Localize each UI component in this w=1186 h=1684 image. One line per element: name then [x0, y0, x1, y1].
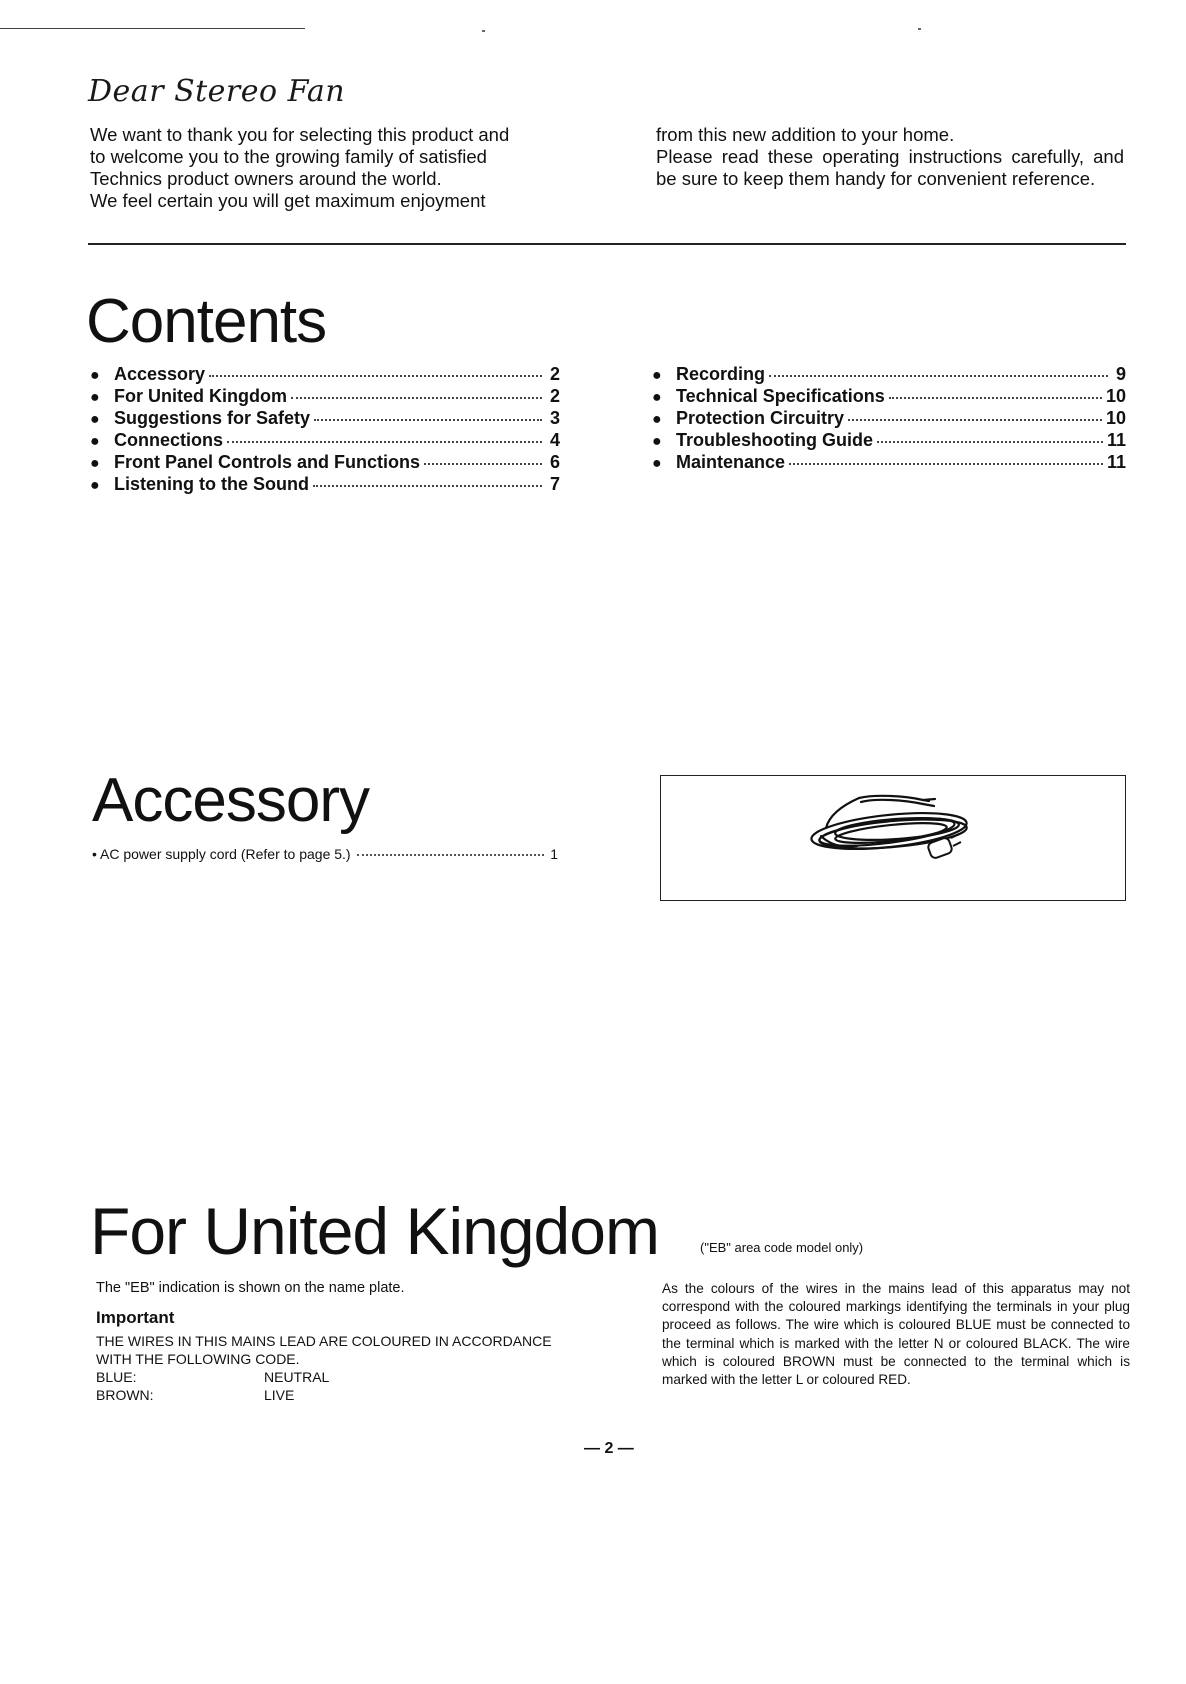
accessory-item-label: • AC power supply cord (Refer to page 5.) — [92, 846, 351, 862]
wire-code-intro: THE WIRES IN THIS MAINS LEAD ARE COLOURED IN ACCORDANCE WITH THE FOLLOWING CODE. — [96, 1333, 552, 1367]
bullet-icon: ● — [652, 411, 662, 428]
top-rule — [0, 28, 305, 29]
scan-speck — [482, 30, 485, 32]
toc-item[interactable]: ● Suggestions for Safety 3 — [90, 408, 560, 428]
wire-colour: BROWN: — [96, 1387, 154, 1403]
bullet-icon: ● — [90, 477, 100, 494]
important-label: Important — [96, 1308, 175, 1327]
contents-list-right — [652, 364, 1126, 474]
intro-line: Technics product owners around the world. — [90, 168, 442, 189]
accessory-heading: Accessory — [92, 766, 369, 835]
intro-line: from this new addition to your home. — [656, 124, 955, 145]
bullet-icon: ● — [90, 367, 100, 384]
contents-list-left — [90, 364, 560, 496]
intro-line: to welcome you to the growing family of satisfied — [90, 146, 487, 167]
bullet-icon: ● — [90, 411, 100, 428]
greeting-heading: Dear Stereo Fan — [88, 74, 346, 109]
intro-left-column — [90, 124, 560, 212]
wire-code-row — [96, 1386, 566, 1404]
wire-colour: BLUE: — [96, 1369, 137, 1385]
bullet-icon: ● — [652, 367, 662, 384]
toc-item[interactable]: ● Accessory 2 — [90, 364, 560, 384]
intro-right-column — [656, 124, 1124, 190]
uk-left-column — [96, 1280, 566, 1404]
toc-item[interactable]: ● Recording 9 — [652, 364, 1126, 384]
accessory-image-frame — [660, 775, 1126, 901]
toc-item[interactable]: ● For United Kingdom 2 — [90, 386, 560, 406]
scan-speck — [918, 28, 921, 30]
wire-code-row — [96, 1368, 566, 1386]
bullet-icon: ● — [90, 455, 100, 472]
power-cord-icon — [661, 776, 1127, 902]
toc-item[interactable]: ● Listening to the Sound 7 — [90, 474, 560, 494]
intro-paragraph: Please read these operating instructions carefully, and be sure to keep them handy for convenient reference. — [656, 146, 1124, 189]
toc-item[interactable]: ● Troubleshooting Guide 11 — [652, 430, 1126, 450]
bullet-icon: ● — [652, 433, 662, 450]
bullet-icon: ● — [90, 389, 100, 406]
wire-meaning: LIVE — [264, 1387, 295, 1403]
bullet-icon: ● — [652, 455, 662, 472]
accessory-item — [92, 846, 558, 862]
toc-item[interactable]: ● Protection Circuitry 10 — [652, 408, 1126, 428]
accessory-item-qty: 1 — [550, 846, 558, 862]
page-number: — 2 — — [584, 1440, 634, 1457]
uk-heading: For United Kingdom — [90, 1194, 659, 1268]
bullet-icon: ● — [90, 433, 100, 450]
toc-item[interactable]: ● Connections 4 — [90, 430, 560, 450]
contents-heading: Contents — [86, 287, 327, 356]
section-divider — [88, 243, 1126, 245]
toc-item[interactable]: ● Maintenance 11 — [652, 452, 1126, 472]
toc-item[interactable]: ● Technical Specifications 10 — [652, 386, 1126, 406]
bullet-icon: ● — [652, 389, 662, 406]
intro-line: We feel certain you will get maximum enjoyment — [90, 190, 486, 211]
uk-heading-note: ("EB" area code model only) — [700, 1240, 864, 1255]
uk-wiring-instructions: As the colours of the wires in the mains lead of this apparatus may not correspond with the coloured markings identifying the terminals in your plug proceed as follows. The wire which is coloured BLUE must be connected to the terminal which is marked with the letter N or coloured BLACK. The wire which is coloured BROWN must be connected to the terminal which is marked with the letter L or coloured RED. — [662, 1281, 1130, 1388]
wire-meaning: NEUTRAL — [264, 1369, 330, 1385]
intro-line: We want to thank you for selecting this product and — [90, 124, 510, 145]
name-plate-note: The "EB" indication is shown on the name plate. — [96, 1280, 405, 1296]
toc-item[interactable]: ● Front Panel Controls and Functions 6 — [90, 452, 560, 472]
